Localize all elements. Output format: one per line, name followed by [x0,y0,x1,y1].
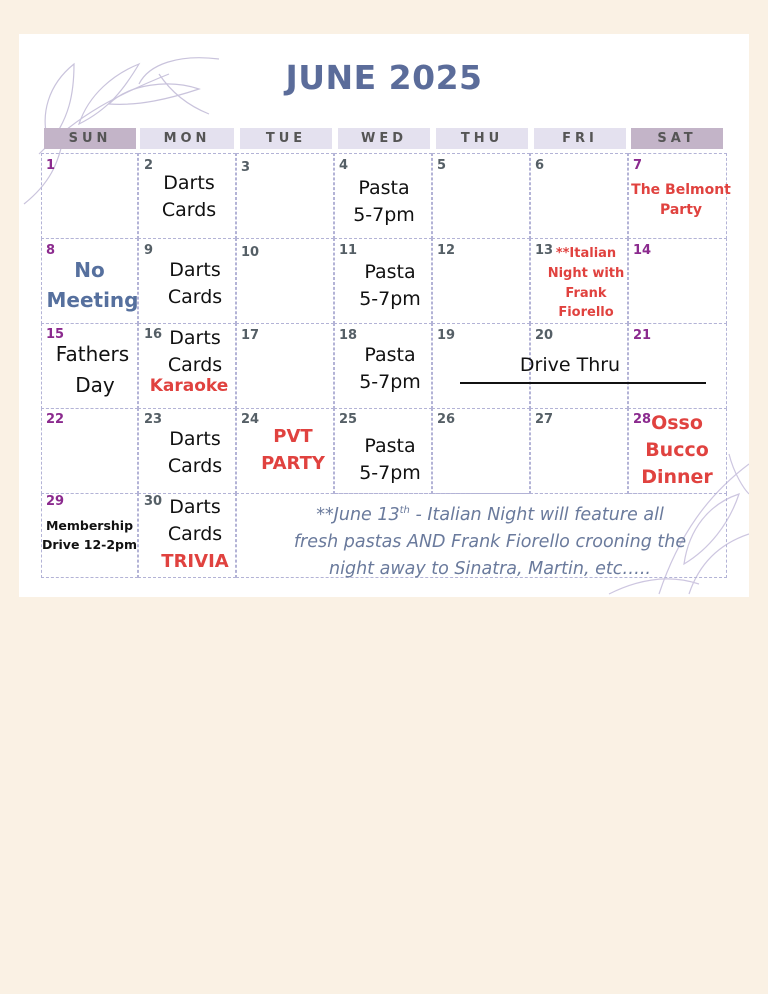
day-number: 11 [339,243,358,258]
event-darts: Darts [169,259,221,281]
italian-night-note [250,497,730,583]
note-line1: - Italian Night will feature all [409,504,664,525]
event-italian-night: Frank [565,286,607,301]
note-superscript: th [399,505,410,516]
day-number: 20 [535,328,554,343]
event-karaoke: Karaoke [149,376,229,396]
event-belmont: The Belmont [631,182,731,198]
day-number: 27 [535,412,554,427]
day-number: 15 [46,327,65,342]
day-number: 1 [46,158,56,173]
event-osso-bucco: Dinner [641,466,713,488]
event-darts: Darts [163,172,215,194]
event-pvt-party: PVT [273,426,313,447]
weekday-thu: THU [436,128,528,149]
event-italian-night: Fiorello [558,305,614,320]
day-number: 16 [144,327,163,342]
event-pasta-time: 5-7pm [359,371,421,393]
event-membership-drive: Drive 12-2pm [41,537,138,552]
event-fathers-day: Fathers [55,342,130,366]
event-italian-night: Night with [547,266,625,281]
day-number: 29 [46,494,65,509]
day-number: 21 [633,328,652,343]
day-cell [432,153,530,239]
event-membership-drive: Membership [45,518,134,533]
weekday-mon: MON [140,128,234,149]
day-number: 24 [241,412,260,427]
weekday-fri: FRI [534,128,626,149]
day-number: 18 [339,328,358,343]
event-belmont: Party [659,202,703,218]
note-prefix: **June 13 [316,504,400,525]
event-pasta: Pasta [358,177,410,199]
day-number: 25 [339,412,358,427]
event-italian-night: **Italian [555,246,617,261]
day-number: 14 [633,243,652,258]
day-number: 30 [144,494,163,509]
event-pasta-time: 5-7pm [353,204,415,226]
day-cell [41,153,138,239]
event-no-meeting: No [74,258,105,282]
drive-thru-span-line [460,382,706,384]
day-number: 5 [437,158,447,173]
weekday-tue: TUE [240,128,332,149]
day-number: 22 [46,412,65,427]
event-darts: Darts [169,428,221,450]
event-darts: Darts [169,496,221,518]
day-number: 26 [437,412,456,427]
event-cards: Cards [161,199,217,221]
day-number: 6 [535,158,545,173]
day-number: 19 [437,328,456,343]
day-number: 10 [241,245,260,260]
weekday-wed: WED [338,128,430,149]
event-cards: Cards [167,354,223,376]
event-pasta: Pasta [364,261,416,283]
weekday-sat: SAT [631,128,723,149]
day-number: 28 [633,412,652,427]
event-cards: Cards [167,286,223,308]
event-cards: Cards [167,523,223,545]
day-number: 7 [633,158,643,173]
day-number: 12 [437,243,456,258]
day-number: 23 [144,412,163,427]
day-number: 9 [144,243,154,258]
note-line2: fresh pastas AND Frank Fiorello crooning the [293,531,687,552]
day-number: 13 [535,243,554,258]
weekday-sun: SUN [44,128,136,149]
event-pasta: Pasta [364,344,416,366]
day-cell [530,153,628,239]
event-fathers-day: Day [75,373,115,397]
event-cards: Cards [167,455,223,477]
note-line3: night away to Sinatra, Martin, etc….. [329,558,651,579]
day-number: 2 [144,158,154,173]
event-osso-bucco: Osso [651,412,703,434]
day-number: 3 [241,160,251,175]
event-no-meeting: Meeting [46,288,139,312]
event-osso-bucco: Bucco [645,439,709,461]
day-number: 4 [339,158,349,173]
event-pasta-time: 5-7pm [359,462,421,484]
event-pvt-party: PARTY [261,453,325,474]
day-cell [236,153,334,239]
event-darts: Darts [169,327,221,349]
event-drive-thru: Drive Thru [519,354,621,376]
event-pasta-time: 5-7pm [359,288,421,310]
event-trivia: TRIVIA [161,551,229,572]
event-pasta: Pasta [364,435,416,457]
day-number: 17 [241,328,260,343]
day-number: 8 [46,243,56,258]
page-title: JUNE 2025 [285,58,483,97]
